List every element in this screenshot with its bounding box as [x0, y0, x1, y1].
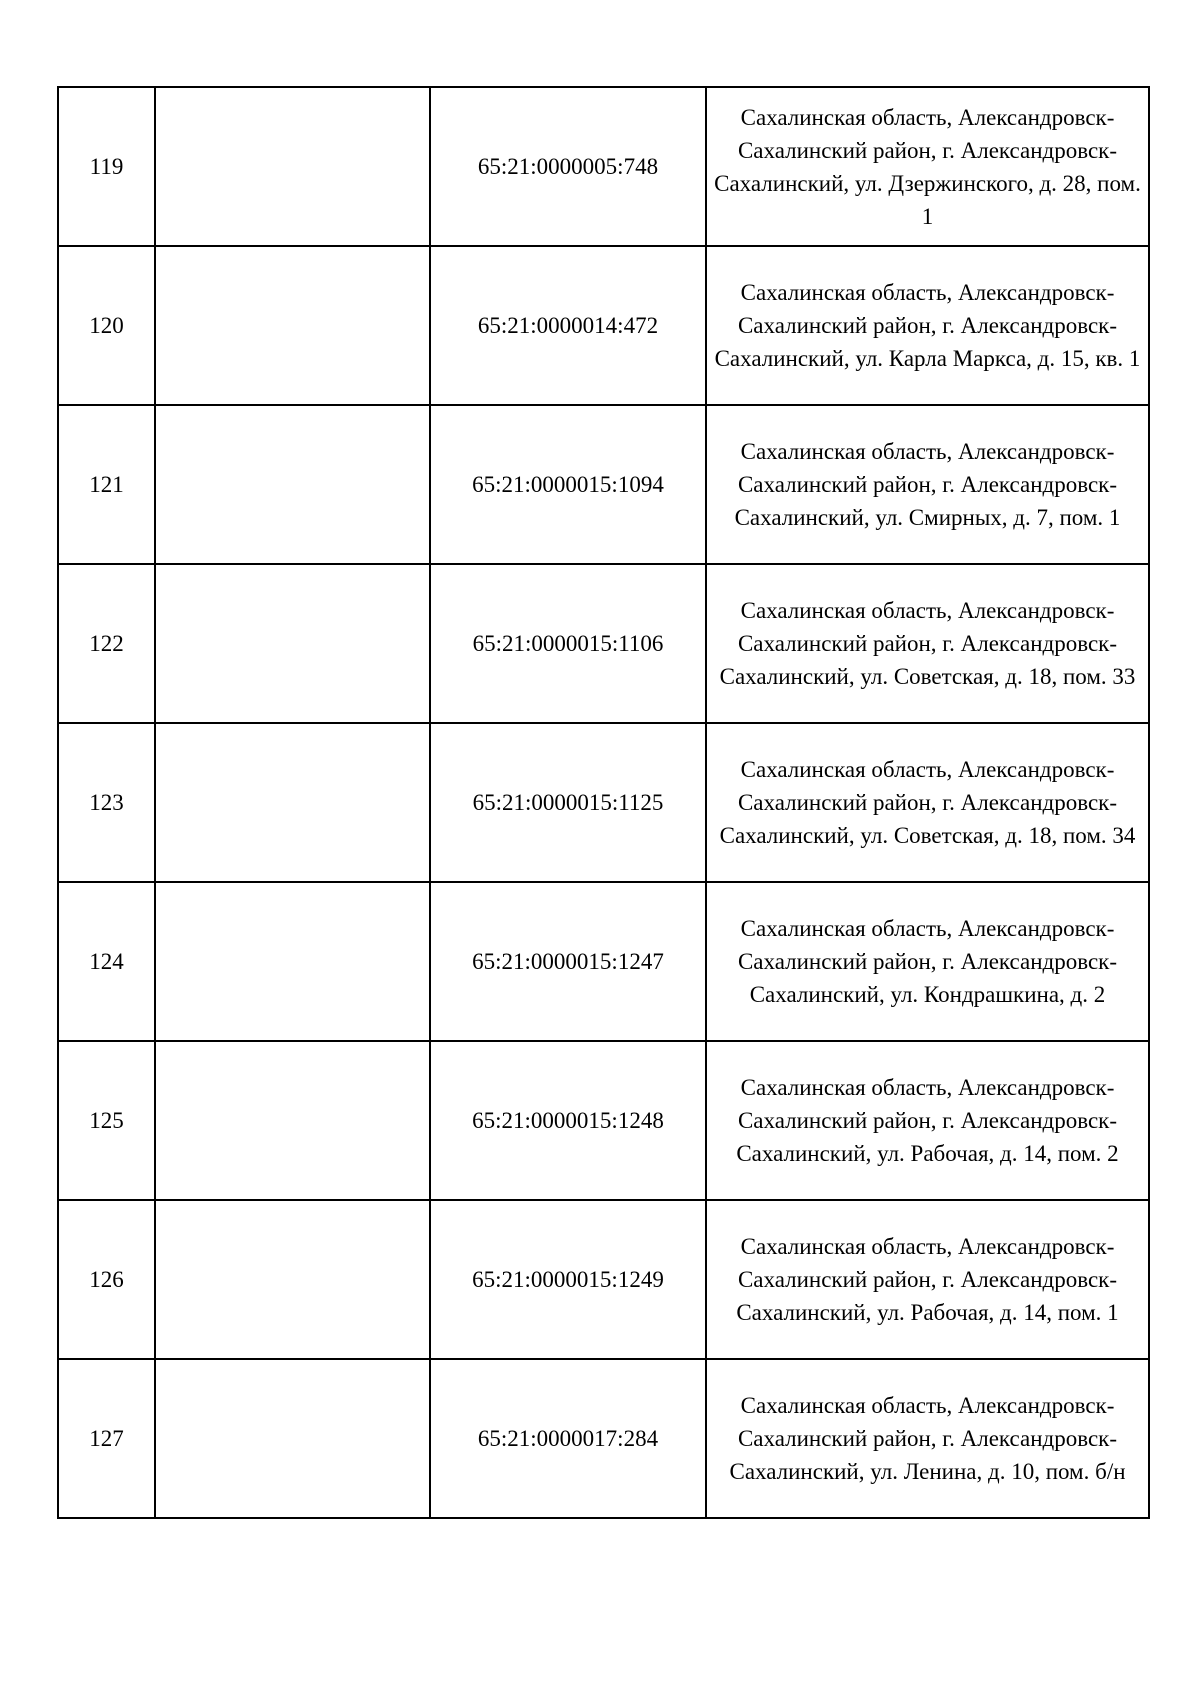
name-cell — [155, 1200, 430, 1359]
property-registry-table — [57, 86, 1150, 1519]
row-number-cell: 119 — [58, 87, 155, 246]
table-row — [58, 882, 1149, 1041]
table-row — [58, 564, 1149, 723]
table-row — [58, 1041, 1149, 1200]
cadastral-number-cell: 65:21:0000005:748 — [430, 87, 706, 246]
address-cell: Сахалинская область, Александровск-Сахалинский район, г. Александровск-Сахалинский, ул. Карла Маркса, д. 15, кв. 1 — [706, 246, 1149, 405]
address-cell: Сахалинская область, Александровск-Сахалинский район, г. Александровск-Сахалинский, ул. Дзержинского, д. 28, пом. 1 — [706, 87, 1149, 246]
name-cell — [155, 1041, 430, 1200]
row-number-cell: 125 — [58, 1041, 155, 1200]
row-number-cell: 121 — [58, 405, 155, 564]
name-cell — [155, 246, 430, 405]
name-cell — [155, 87, 430, 246]
address-cell: Сахалинская область, Александровск-Сахалинский район, г. Александровск-Сахалинский, ул. Советская, д. 18, пом. 33 — [706, 564, 1149, 723]
name-cell — [155, 882, 430, 1041]
name-cell — [155, 1359, 430, 1518]
cadastral-number-cell: 65:21:0000015:1247 — [430, 882, 706, 1041]
table-row — [58, 87, 1149, 246]
cadastral-number-cell: 65:21:0000015:1249 — [430, 1200, 706, 1359]
address-cell: Сахалинская область, Александровск-Сахалинский район, г. Александровск-Сахалинский, ул. Кондрашкина, д. 2 — [706, 882, 1149, 1041]
table-row — [58, 723, 1149, 882]
row-number-cell: 122 — [58, 564, 155, 723]
cadastral-number-cell: 65:21:0000014:472 — [430, 246, 706, 405]
table-row — [58, 246, 1149, 405]
cadastral-number-cell: 65:21:0000017:284 — [430, 1359, 706, 1518]
address-cell: Сахалинская область, Александровск-Сахалинский район, г. Александровск-Сахалинский, ул. Рабочая, д. 14, пом. 1 — [706, 1200, 1149, 1359]
address-cell: Сахалинская область, Александровск-Сахалинский район, г. Александровск-Сахалинский, ул. Ленина, д. 10, пом. б/н — [706, 1359, 1149, 1518]
table-row — [58, 405, 1149, 564]
row-number-cell: 120 — [58, 246, 155, 405]
table-row — [58, 1200, 1149, 1359]
address-cell: Сахалинская область, Александровск-Сахалинский район, г. Александровск-Сахалинский, ул. Советская, д. 18, пом. 34 — [706, 723, 1149, 882]
name-cell — [155, 564, 430, 723]
name-cell — [155, 723, 430, 882]
row-number-cell: 123 — [58, 723, 155, 882]
table-row — [58, 1359, 1149, 1518]
row-number-cell: 124 — [58, 882, 155, 1041]
row-number-cell: 127 — [58, 1359, 155, 1518]
row-number-cell: 126 — [58, 1200, 155, 1359]
cadastral-number-cell: 65:21:0000015:1125 — [430, 723, 706, 882]
address-cell: Сахалинская область, Александровск-Сахалинский район, г. Александровск-Сахалинский, ул. Смирных, д. 7, пом. 1 — [706, 405, 1149, 564]
cadastral-number-cell: 65:21:0000015:1094 — [430, 405, 706, 564]
cadastral-number-cell: 65:21:0000015:1106 — [430, 564, 706, 723]
address-cell: Сахалинская область, Александровск-Сахалинский район, г. Александровск-Сахалинский, ул. Рабочая, д. 14, пом. 2 — [706, 1041, 1149, 1200]
table-body — [58, 87, 1149, 1518]
cadastral-number-cell: 65:21:0000015:1248 — [430, 1041, 706, 1200]
name-cell — [155, 405, 430, 564]
